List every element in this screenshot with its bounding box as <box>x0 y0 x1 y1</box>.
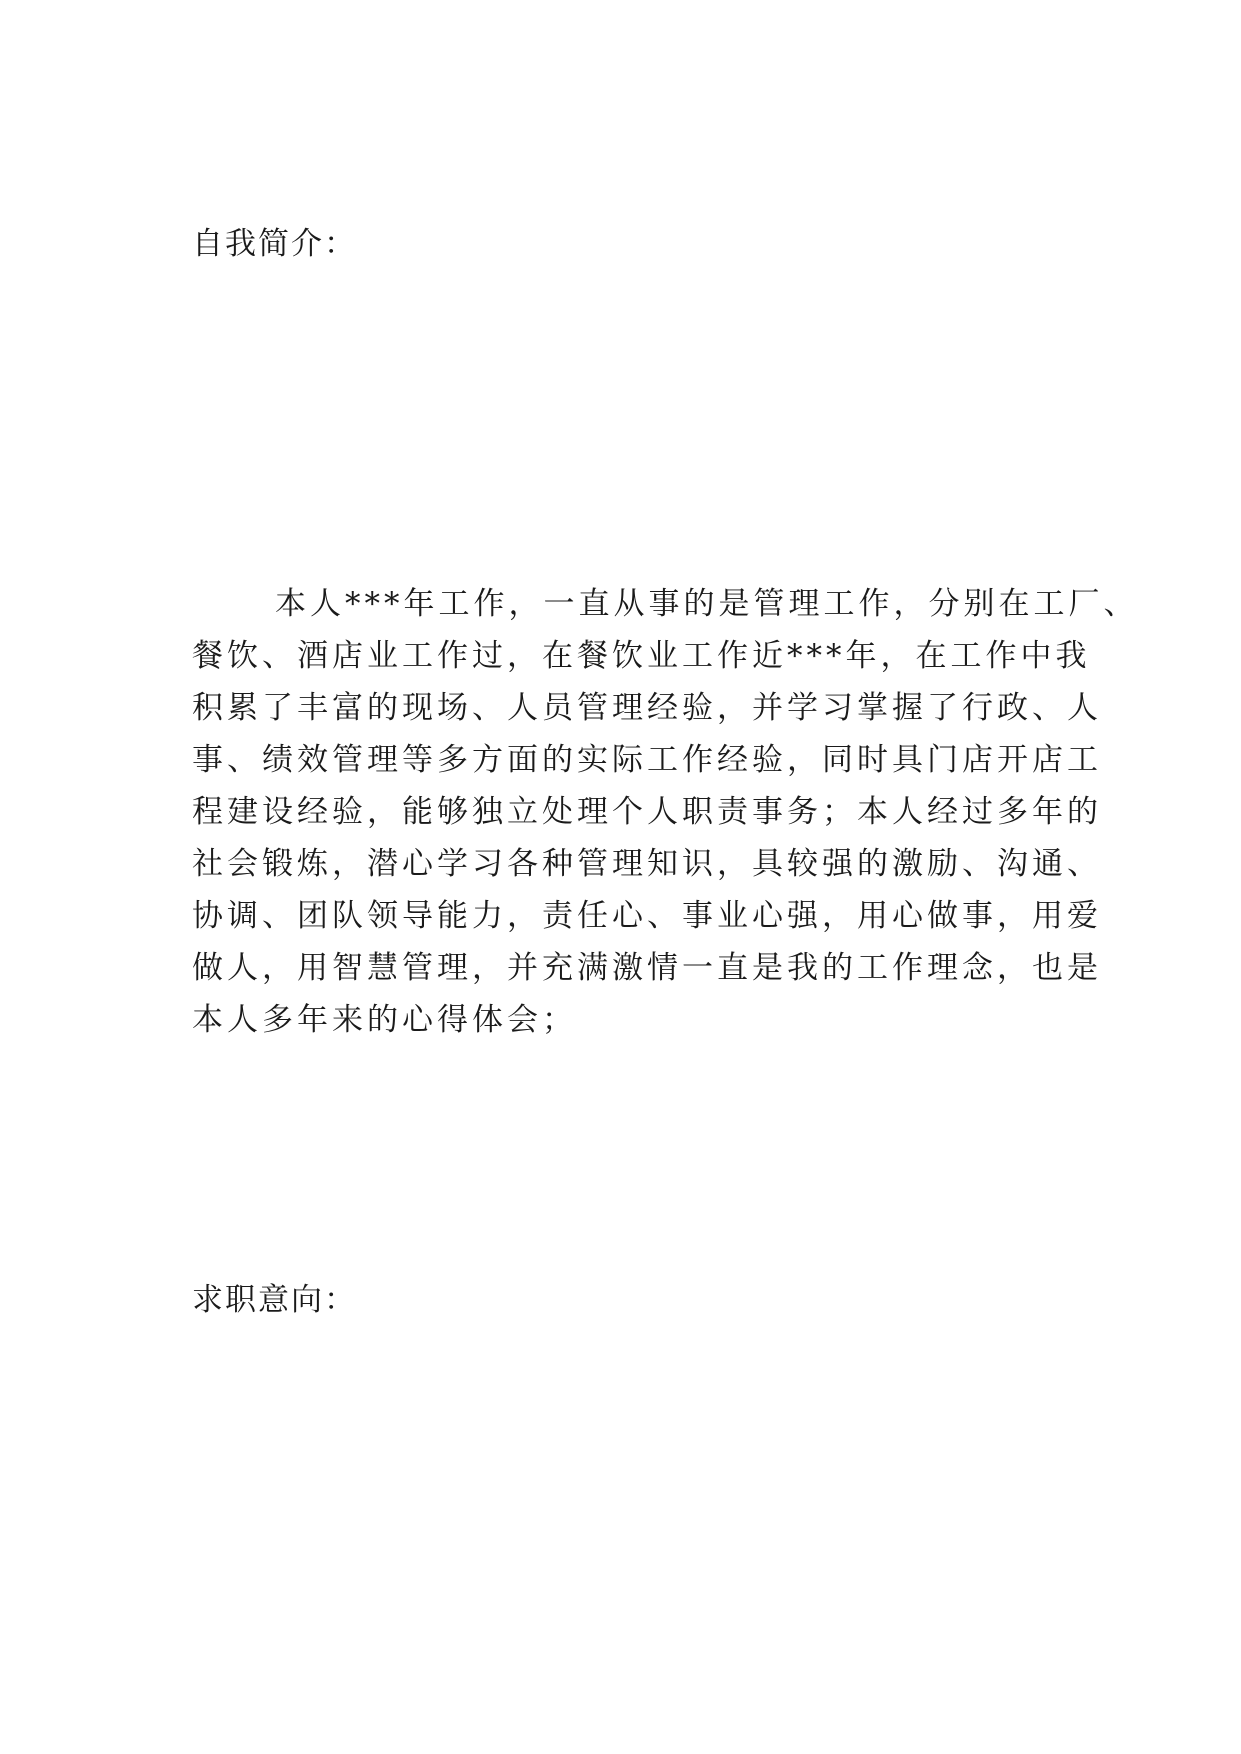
self-introduction-paragraph <box>192 578 1139 1046</box>
paragraph-line: 事、绩效管理等多方面的实际工作经验，同时具门店开店工 <box>192 742 1102 778</box>
paragraph-line: 积累了丰富的现场、人员管理经验，并学习掌握了行政、人 <box>192 690 1102 726</box>
paragraph-line: 协调、团队领导能力，责任心、事业心强，用心做事，用爱 <box>192 898 1102 934</box>
paragraph-line: 本人多年来的心得体会； <box>192 1002 577 1038</box>
paragraph-line: 程建设经验，能够独立处理个人职责事务；本人经过多年的 <box>192 794 1102 830</box>
paragraph-line: 社会锻炼，潜心学习各种管理知识，具较强的激励、沟通、 <box>192 846 1102 882</box>
paragraph-line: 本人***年工作，一直从事的是管理工作，分别在工厂、 <box>275 586 1139 622</box>
self-introduction-heading: 自我简介： <box>192 226 357 262</box>
paragraph-line: 做人，用智慧管理，并充满激情一直是我的工作理念，也是 <box>192 950 1102 986</box>
job-intention-heading: 求职意向： <box>192 1282 357 1318</box>
paragraph-line: 餐饮、酒店业工作过，在餐饮业工作近***年，在工作中我 <box>192 638 1091 674</box>
